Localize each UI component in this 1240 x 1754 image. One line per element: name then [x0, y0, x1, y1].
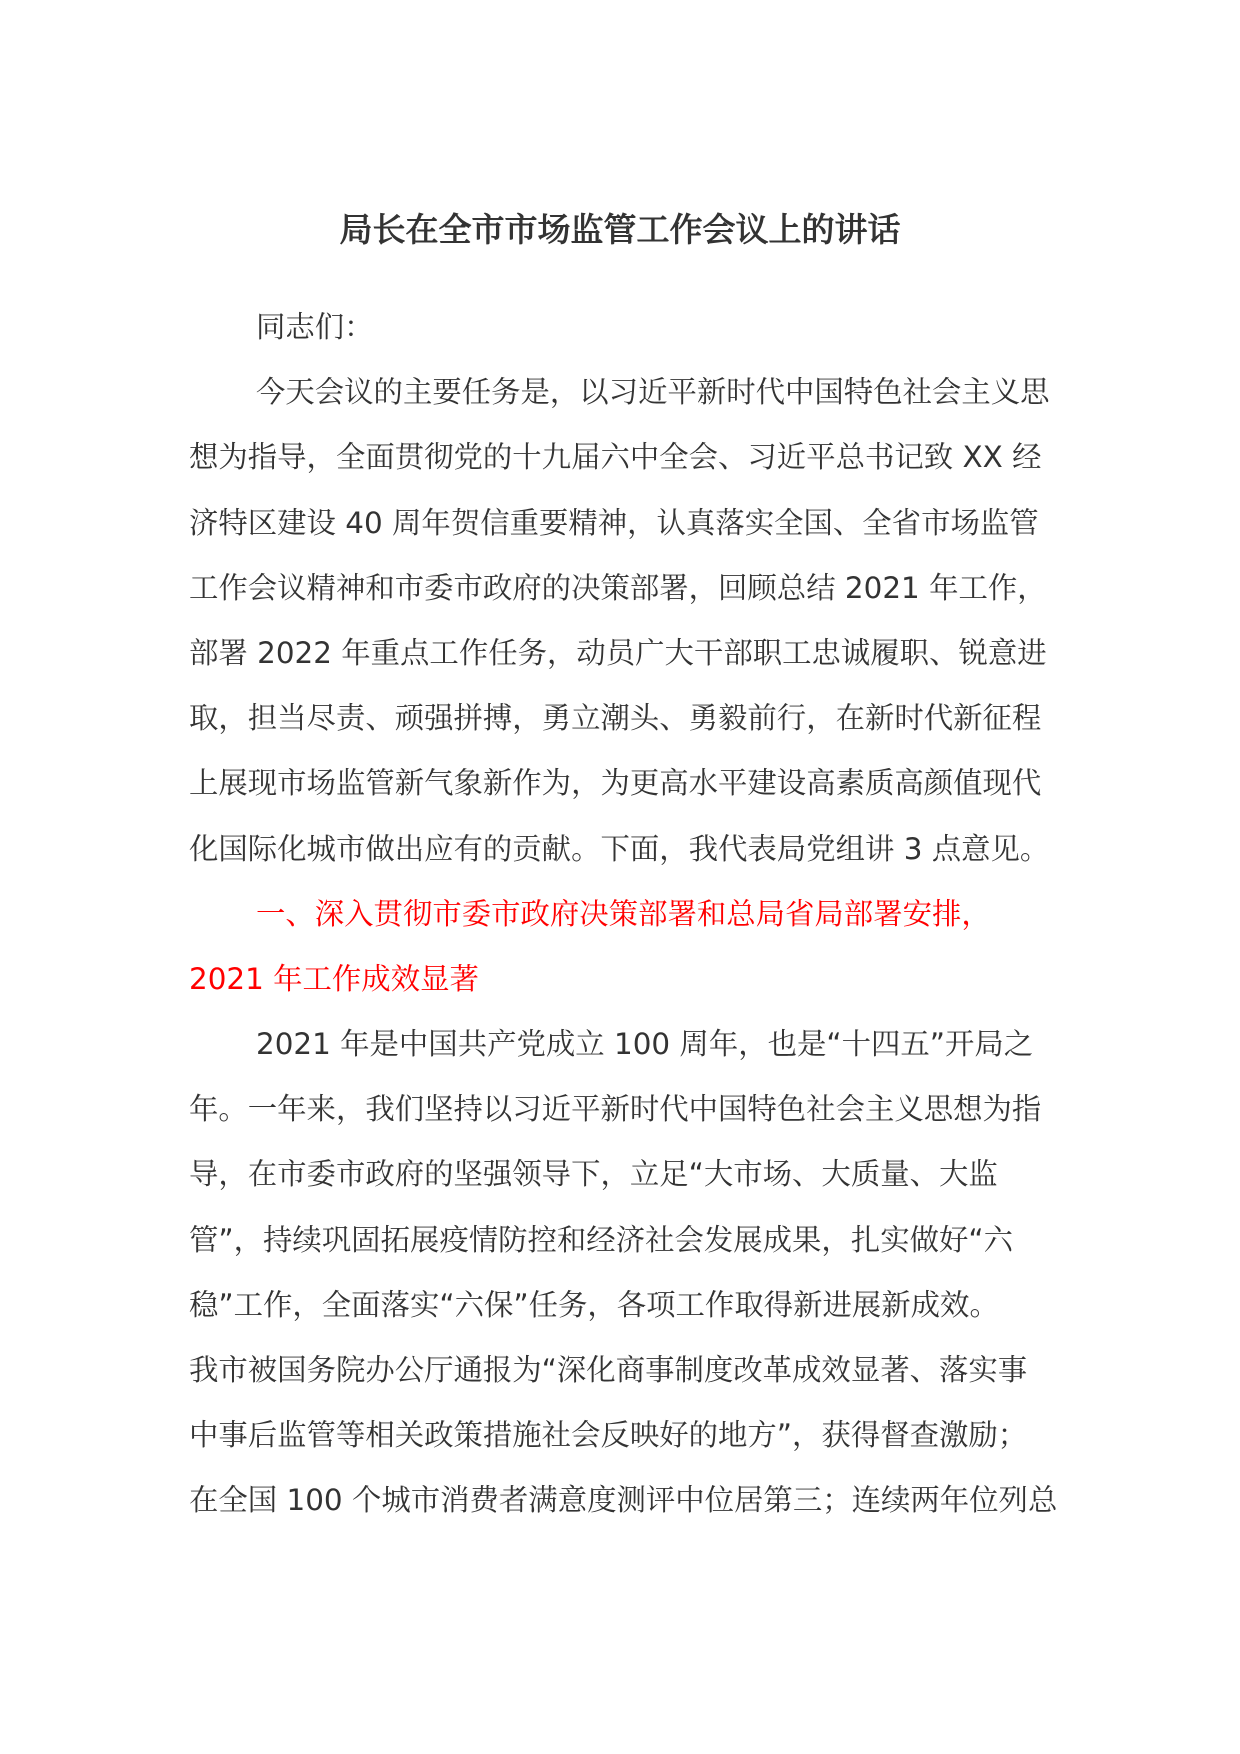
paragraph-line: 年。一年来，我们坚持以习近平新时代中国特色社会主义思想为指: [189, 1092, 1042, 1127]
paragraph-line: 想为指导，全面贯彻党的十九届六中全会、习近平总书记致 XX 经: [189, 440, 1042, 475]
document-title: 局长在全市市场监管工作会议上的讲话: [339, 210, 901, 249]
paragraph-line: 稳”工作，全面落实“六保”任务，各项工作取得新进展新成效。: [189, 1287, 999, 1322]
paragraph-line: 管”，持续巩固拓展疫情防控和经济社会发展成果，扎实做好“六: [189, 1222, 1013, 1257]
intro-paragraph: [189, 360, 1051, 882]
paragraph-line: 取，担当尽责、顽强拼搏，勇立潮头、勇毅前行，在新时代新征程: [189, 701, 1042, 736]
section-paragraph: [189, 1012, 1058, 1534]
paragraph-line: 工作会议精神和市委市政府的决策部署，回顾总结 2021 年工作，: [189, 570, 1047, 605]
paragraph-line: 部署 2022 年重点工作任务，动员广大干部职工忠诚履职、锐意进: [189, 635, 1047, 670]
section-heading: [189, 882, 1051, 1012]
paragraph-line: 2021 年是中国共产党成立 100 周年，也是“十四五”开局之: [256, 1027, 1034, 1062]
paragraph-line: 中事后监管等相关政策措施社会反映好的地方”，获得督查激励；: [189, 1418, 1028, 1453]
paragraph-line: 我市被国务院办公厅通报为“深化商事制度改革成效显著、落实事: [189, 1353, 1028, 1387]
salutation: 同志们：: [256, 310, 374, 344]
document-body: [189, 295, 1058, 1534]
paragraph-line: 上展现市场监管新气象新作为，为更高水平建设高素质高颜值现代: [189, 766, 1042, 801]
paragraph-line: 在全国 100 个城市消费者满意度测评中位居第三；连续两年位列总: [189, 1483, 1058, 1518]
section-heading-line: 一、深入贯彻市委市政府决策部署和总局省局部署安排，: [256, 896, 991, 931]
paragraph-line: 导，在市委市政府的坚强领导下，立足“大市场、大质量、大监: [189, 1157, 998, 1192]
section-heading-line: 2021 年工作成效显著: [189, 961, 479, 996]
paragraph-line: 今天会议的主要任务是，以习近平新时代中国特色社会主义思: [256, 375, 1050, 410]
paragraph-line: 化国际化城市做出应有的贡献。下面，我代表局党组讲 3 点意见。: [189, 831, 1050, 866]
paragraph-line: 济特区建设 40 周年贺信重要精神，认真落实全国、全省市场监管: [189, 505, 1039, 540]
